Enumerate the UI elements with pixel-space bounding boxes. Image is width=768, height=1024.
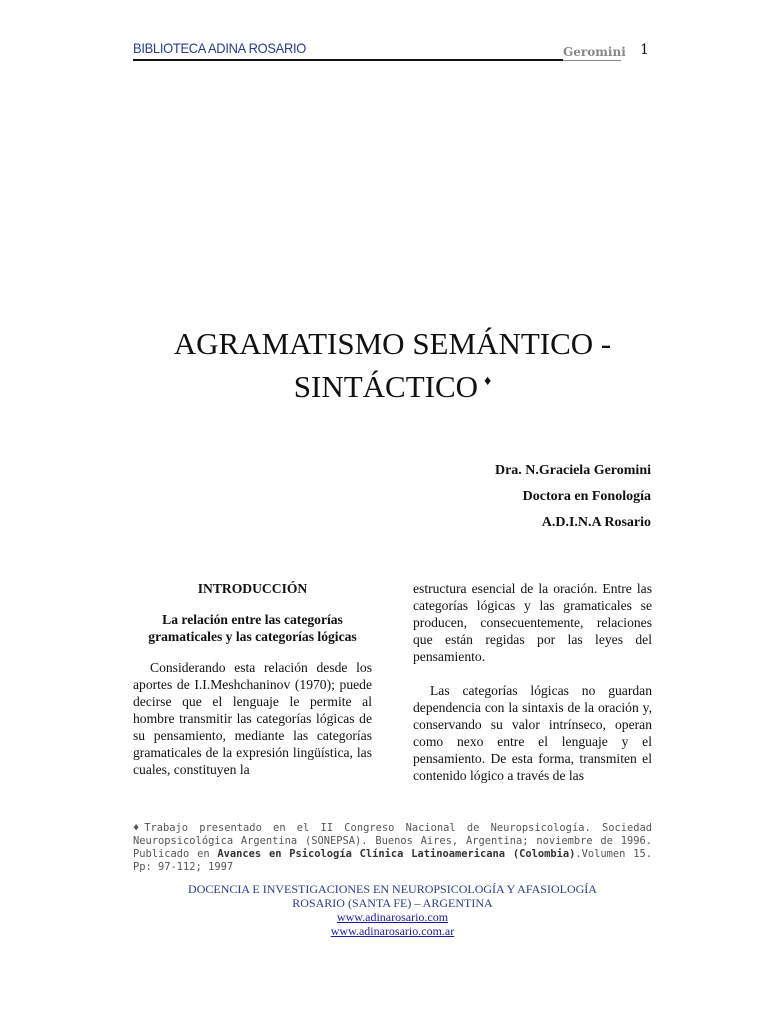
footer-line-1: DOCENCIA E INVESTIGACIONES EN NEUROPSICOLOGÍA Y AFASIOLOGÍA — [188, 882, 597, 896]
header-author-underline — [563, 60, 621, 61]
body-column-left — [133, 580, 372, 795]
title-footnote-mark: ♦ — [484, 374, 492, 389]
author-title: Doctora en Fonología — [522, 489, 651, 504]
title-line-1: AGRAMATISMO SEMÁNTICO - — [173, 326, 612, 361]
subsection-heading: La relación entre las categorías gramaticales y las categorías lógicas — [148, 612, 357, 644]
left-paragraph: Considerando esta relación desde los aportes de I.I.Meshchaninov (1970); puede decirse que el lenguaje le permite al hombre transmitir las categorías lógicas de su pensamiento, mediante las categorías gramaticales de la expresión lingüística, las cuales, constituyen la — [133, 660, 372, 777]
page-number: 1 — [640, 42, 649, 58]
header-author: Geromini — [563, 45, 626, 59]
footnote-text: ♦Trabajo presentado en el II Congreso Nacional de Neuropsicología. Sociedad Neuropsicológica Argentina (SONEPSA). Buenos Aires, Argentina; noviembre de 1996. Publicado en — [133, 822, 652, 860]
footer-link-com-ar[interactable]: www.adinarosario.com.ar — [330, 924, 455, 938]
author-affiliation: A.D.I.N.A Rosario — [541, 515, 651, 530]
author-name: Dra. N.Graciela Geromini — [494, 463, 651, 478]
right-paragraph-2: Las categorías lógicas no guardan dependencia con la sintaxis de la oración y, conservando su valor intrínseco, operan como nexo entre el lenguaje y el pensamiento. De esta forma, transmiten el contenido lógico a través de las — [413, 683, 652, 783]
section-heading: INTRODUCCIÓN — [197, 581, 308, 596]
right-paragraph-1: estructura esencial de la oración. Entre las categorías lógicas y las gramaticales se producen, consecuentemente, relaciones que están regidas por las leyes del pensamiento. — [413, 581, 652, 664]
header-logo: BIBLIOTECA ADINA ROSARIO — [133, 40, 307, 56]
footer-link-com[interactable]: www.adinarosario.com — [336, 910, 449, 924]
title-line-2-text: SINTÁCTICO — [293, 369, 479, 404]
footnote — [133, 822, 652, 874]
author-block — [495, 458, 651, 536]
document-title — [133, 325, 652, 406]
footnote-publication: Avances en Psicología Clínica Latinoamericana (Colombia) — [217, 848, 576, 860]
header-divider — [133, 59, 563, 61]
footer-line-2: ROSARIO (SANTA FE) – ARGENTINA — [292, 896, 493, 910]
body-column-right — [413, 580, 652, 801]
footnote-volume: .Volumen 15. Pp: 97-112; 1997 — [133, 848, 652, 873]
title-line-2 — [133, 363, 652, 406]
page-footer — [133, 882, 652, 938]
